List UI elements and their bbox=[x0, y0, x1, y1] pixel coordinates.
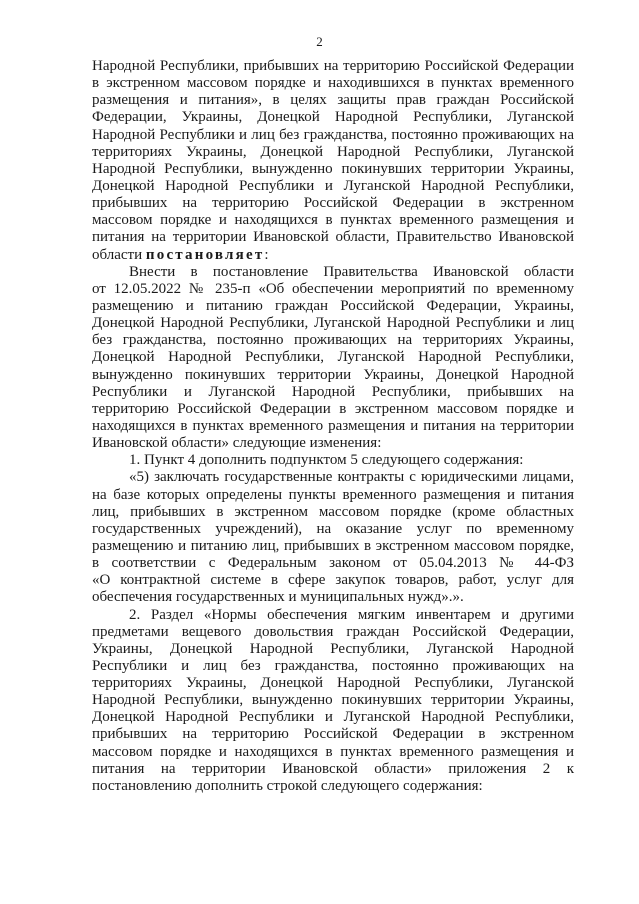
text-line: питания на территории Ивановской области, Правительство Ивановской bbox=[92, 229, 574, 246]
paragraph-start-line: Внести в постановление Правительства Ивановской области bbox=[129, 263, 574, 280]
text-line: массовом порядке и находящихся в пунктах временного размещения и bbox=[92, 743, 574, 760]
text-line: прибывших на территорию Российской Федерации в экстренном bbox=[92, 195, 574, 212]
page-number: 2 bbox=[316, 34, 323, 49]
resolution-keyword: постановляет bbox=[145, 246, 265, 263]
text-line: Народной Республики, вынужденно покинувших территории Украины, bbox=[92, 160, 574, 177]
text-line: прибывших на территорию Российской Федерации в экстренном bbox=[92, 726, 574, 743]
text-line: размещения и питания», в целях защиты прав граждан Российской bbox=[92, 92, 574, 109]
text-line: Донецкой Народной Республики, Луганской Народной Республики, bbox=[92, 349, 574, 366]
text-line: вынужденно покинувших территории Украины, Донецкой Народной bbox=[92, 366, 574, 383]
item-1-line: 1. Пункт 4 дополнить подпунктом 5 следующего содержания: bbox=[129, 452, 524, 469]
resolution-line bbox=[92, 247, 574, 264]
text-line: Народной Республики, прибывших на территорию Российской Федерации bbox=[92, 58, 574, 74]
text-line: государственных учреждений), на оказание услуг по временному bbox=[92, 520, 574, 537]
text-line: в соответствии с Федеральным законом от 05.04.2013 № 44-ФЗ bbox=[92, 555, 574, 572]
text-line: без гражданства, постоянно проживающих на территориях Украины, bbox=[92, 332, 574, 349]
paragraph-start-line: «5) заключать государственные контракты с юридическими лицами, bbox=[129, 469, 574, 486]
text-line: Донецкой Народной Республики, Луганской Народной Республики и лиц bbox=[92, 315, 574, 332]
text-line: Республики и Луганской Народной Республики, прибывших на bbox=[92, 383, 574, 400]
text-line: Республики и лиц без гражданства, постоянно проживающих на bbox=[92, 657, 574, 674]
text-line: лиц, прибывших в экстренном массовом порядке (кроме областных bbox=[92, 503, 574, 520]
text-line: «О контрактной системе в сфере закупок товаров, работ, услуг для bbox=[92, 572, 574, 589]
text-line: обеспечения государственных и муниципальных нужд».». bbox=[92, 589, 464, 606]
document-body bbox=[92, 58, 574, 795]
text-line: в экстренном массовом порядке и находившихся в пунктах временного bbox=[92, 75, 574, 92]
resolution-prefix: области bbox=[92, 246, 146, 263]
text-line: предметами вещевого довольствия граждан Российской Федерации, bbox=[92, 623, 574, 640]
text-line: постановлению дополнить строкой следующего содержания: bbox=[92, 777, 483, 794]
text-line: территориях Украины, Донецкой Народной Республики, Луганской bbox=[92, 143, 574, 160]
text-line: Донецкой Народной Республики и Луганской Народной Республики, bbox=[92, 177, 574, 194]
text-line: от 12.05.2022 № 235-п «Об обеспечении мероприятий по временному bbox=[92, 280, 574, 297]
text-line: территориях Украины, Донецкой Народной Республики, Луганской bbox=[92, 675, 574, 692]
text-line: питания на территории Ивановской области» приложения 2 к bbox=[92, 760, 574, 777]
text-line: Федерации, Украины, Донецкой Народной Республики, Луганской bbox=[92, 109, 574, 126]
text-line: на базе которых определены пункты временного размещения и питания bbox=[92, 486, 574, 503]
text-line: Ивановской области» следующие изменения: bbox=[92, 435, 382, 452]
text-line: размещению и питанию лиц, прибывших в экстренном массовом порядке, bbox=[92, 537, 574, 554]
resolution-suffix: : bbox=[264, 246, 269, 263]
text-line: территорию Российской Федерации в экстренном массовом порядке и bbox=[92, 400, 574, 417]
text-line: размещению и питанию граждан Российской Федерации, Украины, bbox=[92, 297, 574, 314]
text-line: Народной Республики и лиц без гражданства, постоянно проживающих на bbox=[92, 126, 574, 143]
item-2-line: 2. Раздел «Нормы обеспечения мягким инвентарем и другими bbox=[129, 606, 574, 623]
text-line: Донецкой Народной Республики и Луганской Народной Республики, bbox=[92, 709, 574, 726]
text-line: Украины, Донецкой Народной Республики, Луганской Народной bbox=[92, 640, 574, 657]
text-line: массовом порядке и находящихся в пунктах временного размещения и bbox=[92, 212, 574, 229]
text-line: Народной Республики, вынужденно покинувших территории Украины, bbox=[92, 692, 574, 709]
text-line: находящихся в пунктах временного размещения и питания на территории bbox=[92, 417, 574, 434]
